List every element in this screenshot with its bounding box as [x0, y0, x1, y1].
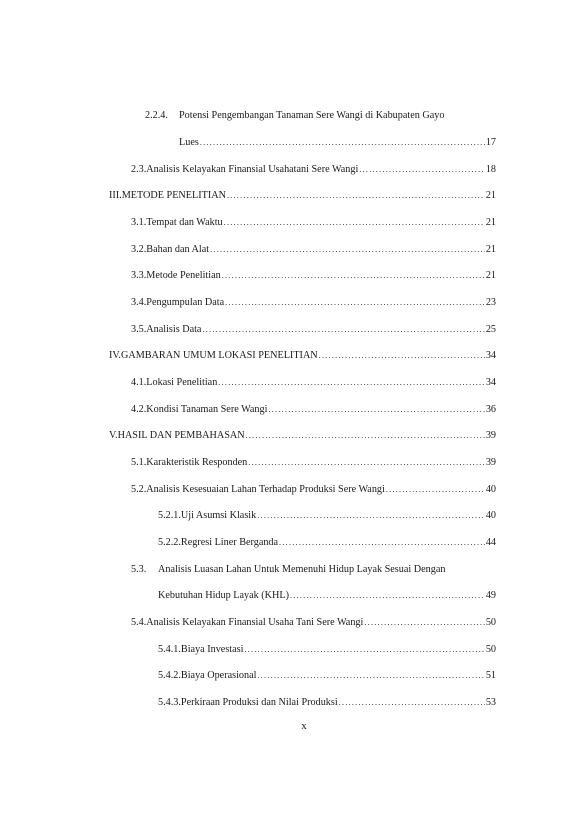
toc-entry-page: 39: [485, 457, 496, 468]
page-number: x: [301, 720, 307, 732]
toc-leader-dots: [386, 482, 485, 498]
toc-entry: [131, 455, 496, 471]
toc-entry: [179, 135, 496, 151]
toc-entry-title: GAMBARAN UMUM LOKASI PENELITIAN: [120, 350, 318, 361]
toc-entry-title: Metode Penelitian: [146, 270, 221, 281]
toc-entry-page: 50: [485, 644, 496, 655]
toc-entry-page: 25: [485, 324, 496, 335]
toc-entry-number: 3.3.: [131, 270, 147, 281]
toc-entry-number: 4.2.: [131, 404, 147, 415]
toc-entry-number: 5.4.1.: [158, 644, 181, 655]
toc-entry-page: 21: [485, 270, 496, 281]
toc-entry-title: Kebutuhan Hidup Layak (KHL): [158, 590, 289, 601]
toc-leader-dots: [218, 375, 485, 391]
toc-entry: [131, 162, 496, 178]
toc-entry-title: HASIL DAN PEMBAHASAN: [117, 430, 245, 441]
toc-leader-dots: [359, 162, 485, 178]
toc-entry-title: Analisis Kelayakan Finansial Usahatani Sere Wangi: [146, 164, 359, 175]
toc-leader-dots: [248, 455, 485, 471]
toc-entry-title: Potensi Pengembangan Tanaman Sere Wangi di Kabupaten Gayo: [179, 110, 445, 121]
toc-leader-dots: [246, 428, 485, 444]
toc-entry-number: V.: [109, 430, 118, 441]
toc-entry-title: Analisis Data: [146, 324, 202, 335]
toc-entry-title: Analisis Kesesuaian Lahan Terhadap Produksi Sere Wangi: [146, 484, 385, 495]
toc-leader-dots: [257, 668, 484, 684]
toc-entry-number: 3.4.: [131, 297, 147, 308]
toc-entry-title: Lokasi Penelitian: [146, 377, 218, 388]
toc-entry: [131, 322, 496, 338]
toc-entry: [131, 268, 496, 284]
toc-entry-number: 5.3.: [131, 564, 147, 575]
toc-entry-title: Lues: [179, 137, 199, 148]
toc-entry: [145, 108, 490, 124]
toc-leader-dots: [227, 188, 485, 204]
toc-entry: [158, 535, 496, 551]
toc-entry-number: 5.2.1.: [158, 510, 181, 521]
toc-entry-page: 51: [485, 670, 496, 681]
toc-leader-dots: [200, 135, 485, 151]
toc-entry-title: Regresi Liner Berganda: [180, 537, 279, 548]
toc-entry: [131, 615, 496, 631]
toc-leader-dots: [268, 402, 484, 418]
toc-leader-dots: [224, 215, 485, 231]
toc-entry-page: 50: [485, 617, 496, 628]
toc-entry-title: Kondisi Tanaman Sere Wangi: [146, 404, 268, 415]
toc-entry-title: Biaya Operasional: [180, 670, 257, 681]
toc-chapter: [109, 428, 496, 444]
toc-entry-title: Perkiraan Produksi dan Nilai Produksi: [180, 697, 338, 708]
toc-entry: [158, 642, 496, 658]
toc-entry-title: Biaya Investasi: [180, 644, 244, 655]
toc-entry: [131, 242, 496, 258]
toc-entry-number: 3.5.: [131, 324, 147, 335]
toc-entry: [158, 588, 496, 604]
toc-entry-title: METODE PENELITIAN: [121, 190, 226, 201]
toc-leader-dots: [257, 508, 485, 524]
toc-entry-page: 23: [485, 297, 496, 308]
toc-entry: [131, 295, 496, 311]
toc-entry-page: 21: [485, 217, 496, 228]
toc-entry-page: 49: [485, 590, 496, 601]
toc-entry-number: 5.4.2.: [158, 670, 181, 681]
toc-entry-page: 39: [485, 430, 496, 441]
toc-leader-dots: [339, 695, 485, 711]
toc-leader-dots: [290, 588, 485, 604]
toc-leader-dots: [279, 535, 485, 551]
toc-entry-number: 5.2.: [131, 484, 147, 495]
toc-entry-page: 17: [485, 137, 496, 148]
toc-entry-title: Analisis Luasan Lahan Untuk Memenuhi Hidup Layak Sesuai Dengan: [158, 564, 446, 575]
toc-entry-title: Tempat dan Waktu: [146, 217, 223, 228]
toc-entry: [158, 508, 496, 524]
toc-entry-title: Analisis Kelayakan Finansial Usaha Tani Sere Wangi: [146, 617, 364, 628]
toc-chapter: [109, 188, 496, 204]
toc-entry: [158, 668, 496, 684]
toc-entry-number: III.: [109, 190, 122, 201]
toc-entry: [131, 375, 496, 391]
toc-entry-number: 3.2.: [131, 244, 147, 255]
toc-entry: [131, 482, 496, 498]
toc-leader-dots: [244, 642, 484, 658]
toc-entry-number: 3.1.: [131, 217, 147, 228]
toc-entry-page: 53: [485, 697, 496, 708]
toc-chapter: [109, 348, 496, 364]
toc-entry-title: Uji Asumsi Klasik: [180, 510, 257, 521]
toc-entry-page: 21: [485, 190, 496, 201]
toc-entry-number: 2.2.4.: [145, 110, 168, 121]
toc-entry: [158, 695, 496, 711]
toc-entry-title: Karakteristik Responden: [146, 457, 248, 468]
toc-entry: [131, 215, 496, 231]
toc-leader-dots: [225, 295, 485, 311]
toc-entry: [131, 402, 496, 418]
toc-leader-dots: [319, 348, 485, 364]
toc-entry-number: 5.4.: [131, 617, 147, 628]
toc-entry-page: 18: [485, 164, 496, 175]
toc-entry-number: 5.2.2.: [158, 537, 181, 548]
toc-entry-page: 36: [485, 404, 496, 415]
toc-entry-title: Pengumpulan Data: [146, 297, 225, 308]
toc-entry-title: Bahan dan Alat: [146, 244, 210, 255]
toc-entry-page: 21: [485, 244, 496, 255]
toc-entry-number: 4.1.: [131, 377, 147, 388]
toc-entry-page: 40: [485, 510, 496, 521]
toc-leader-dots: [210, 242, 485, 258]
toc-entry-number: 5.4.3.: [158, 697, 181, 708]
toc-entry-number: 5.1.: [131, 457, 147, 468]
toc-leader-dots: [364, 615, 484, 631]
toc-entry: [131, 562, 496, 578]
toc-entry-page: 34: [485, 350, 496, 361]
toc-leader-dots: [202, 322, 484, 338]
toc-entry-number: IV.: [109, 350, 121, 361]
toc-entry-page: 44: [485, 537, 496, 548]
toc-entry-page: 34: [485, 377, 496, 388]
toc-entry-number: 2.3.: [131, 164, 147, 175]
toc-entry-page: 40: [485, 484, 496, 495]
toc-leader-dots: [222, 268, 485, 284]
